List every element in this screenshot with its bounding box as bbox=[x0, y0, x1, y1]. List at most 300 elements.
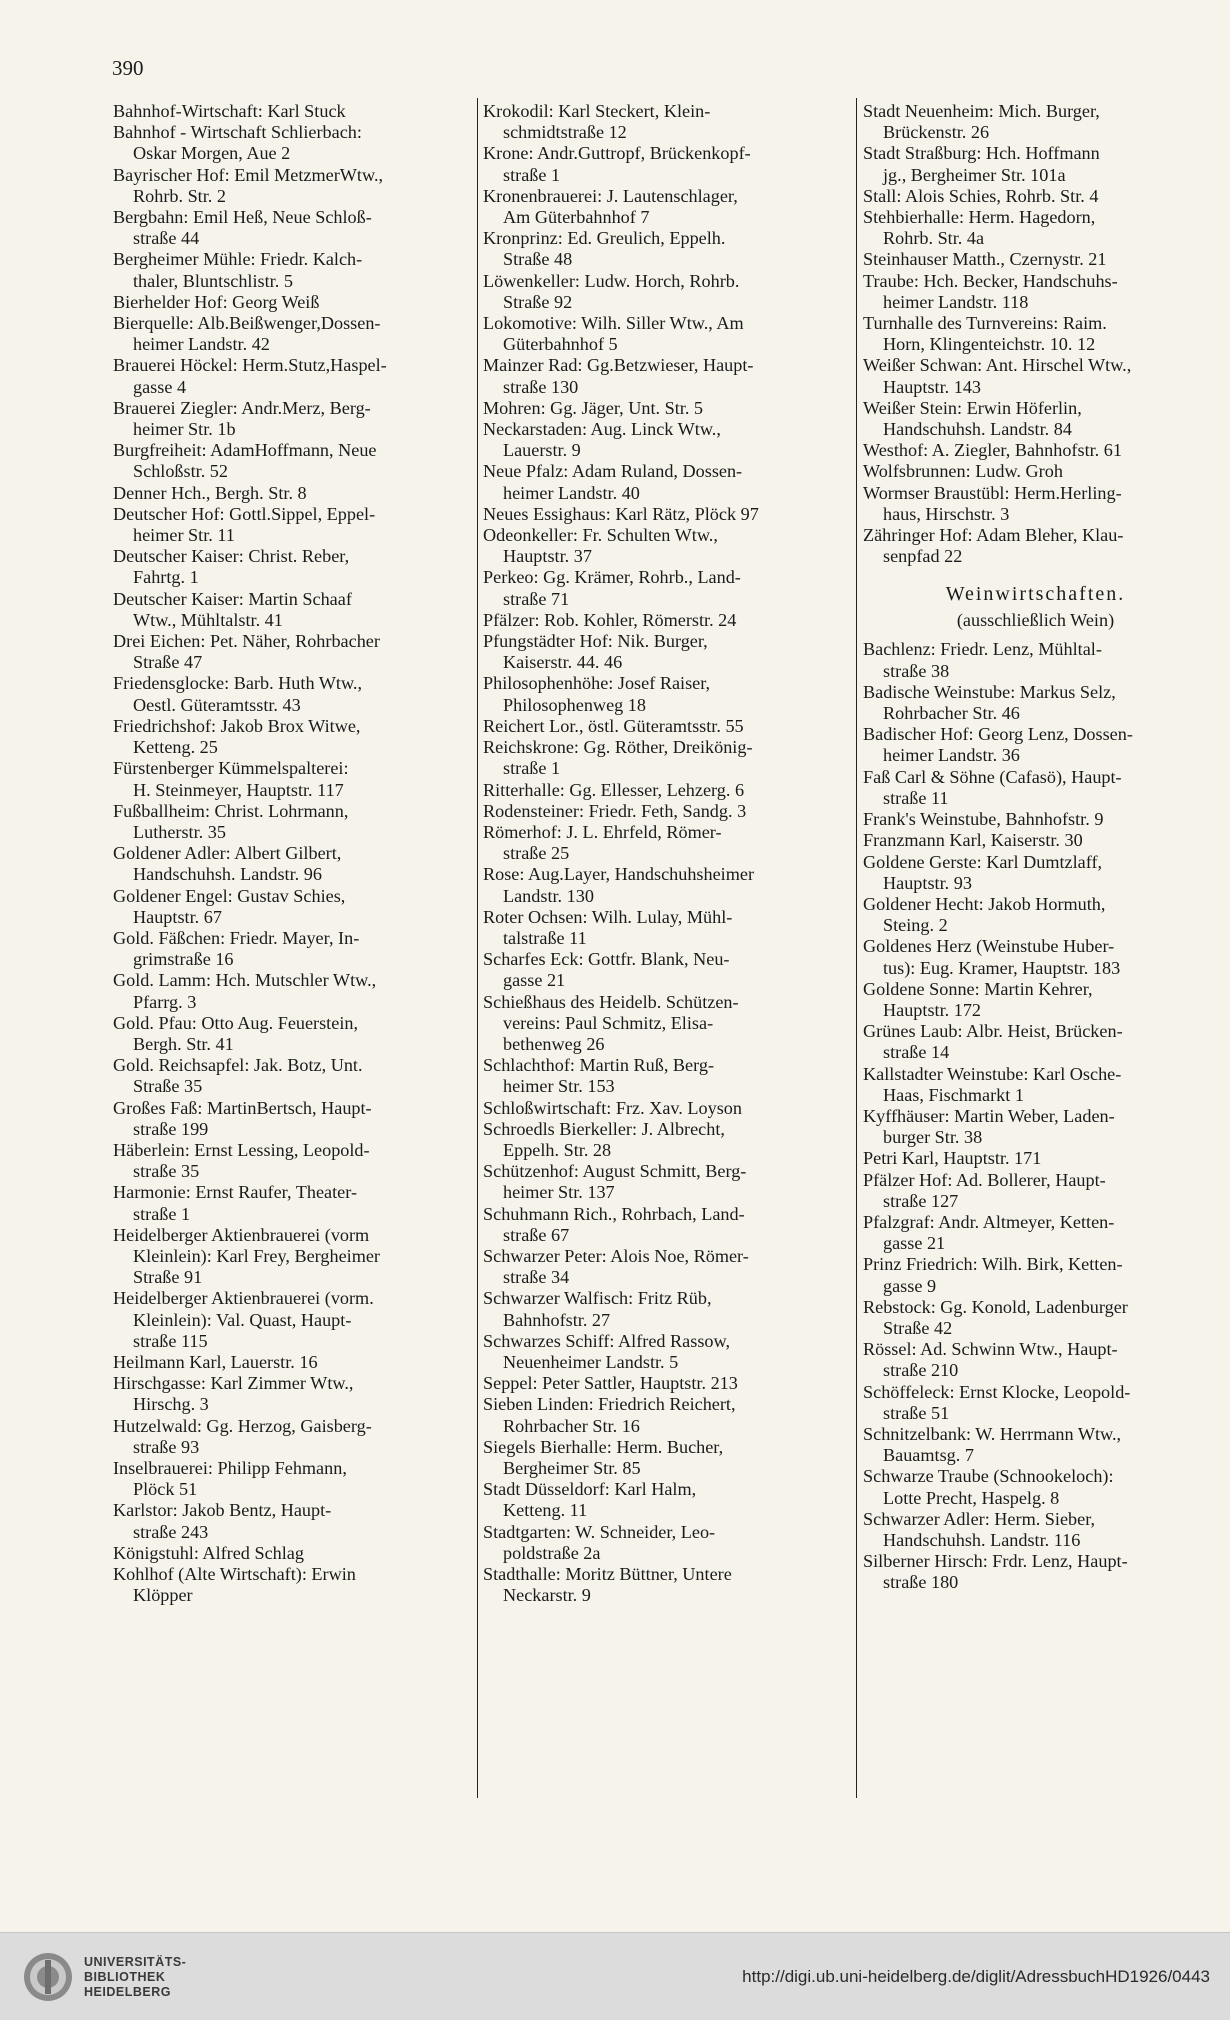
directory-entry bbox=[863, 1509, 1208, 1551]
entry-line: Schloßwirtschaft: Frz. Xav. Loyson bbox=[483, 1097, 742, 1118]
entry-continuation: straße 67 bbox=[503, 1224, 570, 1245]
entry-continuation: straße 38 bbox=[883, 660, 950, 681]
directory-entry bbox=[113, 101, 473, 122]
entry-line: Faß Carl & Söhne (Cafasö), Haupt- bbox=[863, 766, 1122, 787]
directory-entry bbox=[113, 589, 473, 631]
entry-line: Goldene Gerste: Karl Dumtzlaff, bbox=[863, 851, 1103, 872]
entry-line: Bierhelder Hof: Georg Weiß bbox=[113, 291, 320, 312]
directory-entry bbox=[483, 461, 853, 503]
entry-line: Stadt Straßburg: Hch. Hoffmann bbox=[863, 143, 1100, 164]
library-name: UNIVERSITÄTS- BIBLIOTHEK HEIDELBERG bbox=[84, 1955, 187, 1999]
directory-entry bbox=[863, 525, 1208, 567]
directory-entry bbox=[483, 1479, 853, 1521]
entry-line: Fußballheim: Christ. Lohrmann, bbox=[113, 800, 349, 821]
entry-continuation: Plöck 51 bbox=[133, 1479, 198, 1500]
directory-entry bbox=[483, 1437, 853, 1479]
entry-line: Pfälzer: Rob. Kohler, Römerstr. 24 bbox=[483, 609, 737, 630]
directory-entry bbox=[113, 355, 473, 397]
entry-line: Hirschgasse: Karl Zimmer Wtw., bbox=[113, 1373, 354, 1394]
entry-line: Bergheimer Mühle: Friedr. Kalch- bbox=[113, 249, 363, 270]
directory-entry bbox=[483, 907, 853, 949]
entry-continuation: Fahrtg. 1 bbox=[133, 567, 199, 588]
entry-line: Friedrichshof: Jakob Brox Witwe, bbox=[113, 715, 361, 736]
entry-line: Seppel: Peter Sattler, Hauptstr. 213 bbox=[483, 1373, 738, 1394]
entry-line: Kohlhof (Alte Wirtschaft): Erwin bbox=[113, 1564, 356, 1585]
entry-line: Heidelberger Aktienbrauerei (vorm bbox=[113, 1224, 370, 1245]
directory-entry bbox=[863, 1064, 1208, 1106]
directory-entry bbox=[113, 483, 473, 504]
entry-continuation: Landstr. 130 bbox=[503, 885, 594, 906]
directory-entry bbox=[113, 886, 473, 928]
directory-entry bbox=[483, 673, 853, 715]
entry-continuation: Wtw., Mühltalstr. 41 bbox=[133, 609, 283, 630]
entry-line: Neues Essighaus: Karl Rätz, Plöck 97 bbox=[483, 503, 759, 524]
entry-continuation: Kleinlein): Karl Frey, Bergheimer bbox=[133, 1245, 380, 1266]
directory-entry bbox=[863, 271, 1208, 313]
entry-line: Friedensglocke: Barb. Huth Wtw., bbox=[113, 673, 363, 694]
entry-continuation: Hauptstr. 93 bbox=[883, 872, 972, 893]
directory-entry bbox=[863, 440, 1208, 461]
directory-entry bbox=[113, 1288, 473, 1352]
entry-continuation: straße 1 bbox=[503, 758, 561, 779]
directory-entry bbox=[863, 101, 1208, 143]
entry-continuation: schmidtstraße 12 bbox=[503, 122, 627, 143]
entry-line: Brauerei Ziegler: Andr.Merz, Berg- bbox=[113, 397, 371, 418]
entry-continuation: Hauptstr. 67 bbox=[133, 906, 222, 927]
directory-entry bbox=[113, 504, 473, 546]
directory-entry bbox=[483, 1204, 853, 1246]
entry-continuation: Neckarstr. 9 bbox=[503, 1585, 591, 1606]
directory-entry bbox=[483, 504, 853, 525]
entry-continuation: Lauerstr. 9 bbox=[503, 440, 581, 461]
entry-line: Zähringer Hof: Adam Bleher, Klau- bbox=[863, 525, 1124, 546]
entry-continuation: gasse 9 bbox=[883, 1275, 937, 1296]
entry-continuation: Bauamtsg. 7 bbox=[883, 1445, 974, 1466]
entry-line: Schwarzer Peter: Alois Noe, Römer- bbox=[483, 1245, 749, 1266]
entry-continuation: straße 243 bbox=[133, 1521, 209, 1542]
entry-line: Schwarzes Schiff: Alfred Rassow, bbox=[483, 1330, 730, 1351]
directory-entry bbox=[863, 186, 1208, 207]
entry-continuation: haus, Hirschstr. 3 bbox=[883, 503, 1010, 524]
directory-entry bbox=[863, 1106, 1208, 1148]
entry-line: Häberlein: Ernst Lessing, Leopold- bbox=[113, 1139, 370, 1160]
column-divider bbox=[477, 98, 478, 1798]
entry-line: Schlachthof: Martin Ruß, Berg- bbox=[483, 1055, 715, 1076]
entry-continuation: straße 127 bbox=[883, 1190, 959, 1211]
directory-entry bbox=[113, 1225, 473, 1289]
directory-entry bbox=[113, 398, 473, 440]
directory-entry bbox=[483, 186, 853, 228]
entry-line: Rose: Aug.Layer, Handschuhsheimer bbox=[483, 864, 755, 885]
entry-continuation: Am Güterbahnhof 7 bbox=[503, 207, 650, 228]
directory-entry bbox=[863, 313, 1208, 355]
entry-line: Traube: Hch. Becker, Handschuhs- bbox=[863, 270, 1118, 291]
entry-line: Gold. Reichsapfel: Jak. Botz, Unt. bbox=[113, 1055, 363, 1076]
directory-entry bbox=[483, 1055, 853, 1097]
entry-continuation: straße 14 bbox=[883, 1042, 950, 1063]
entry-line: Goldene Sonne: Martin Kehrer, bbox=[863, 978, 1093, 999]
directory-entry bbox=[863, 249, 1208, 270]
directory-entry bbox=[483, 1331, 853, 1373]
entry-continuation: straße 44 bbox=[133, 228, 200, 249]
entry-continuation: heimer Landstr. 40 bbox=[503, 482, 640, 503]
entry-line: Römerhof: J. L. Ehrfeld, Römer- bbox=[483, 821, 722, 842]
directory-entry bbox=[483, 992, 853, 1056]
directory-entry bbox=[483, 228, 853, 270]
entry-continuation: Schloßstr. 52 bbox=[133, 461, 228, 482]
entry-line: Bachlenz: Friedr. Lenz, Mühltal- bbox=[863, 639, 1102, 660]
directory-entry bbox=[483, 1119, 853, 1161]
directory-entry bbox=[483, 631, 853, 673]
directory-entry bbox=[113, 716, 473, 758]
entry-continuation: straße 130 bbox=[503, 376, 579, 397]
directory-entry bbox=[113, 1140, 473, 1182]
entry-line: Grünes Laub: Albr. Heist, Brücken- bbox=[863, 1021, 1123, 1042]
entry-line: Goldener Hecht: Jakob Hormuth, bbox=[863, 893, 1106, 914]
entry-line: Westhof: A. Ziegler, Bahnhofstr. 61 bbox=[863, 440, 1122, 461]
entry-continuation: Bahnhofstr. 27 bbox=[503, 1309, 611, 1330]
entry-line: Prinz Friedrich: Wilh. Birk, Ketten- bbox=[863, 1254, 1123, 1275]
entry-line: Kronprinz: Ed. Greulich, Eppelh. bbox=[483, 228, 726, 249]
entry-line: Schwarze Traube (Schnookeloch): bbox=[863, 1466, 1114, 1487]
directory-entry bbox=[113, 546, 473, 588]
entry-line: Gold. Pfau: Otto Aug. Feuerstein, bbox=[113, 1012, 359, 1033]
entry-line: Löwenkeller: Ludw. Horch, Rohrb. bbox=[483, 270, 740, 291]
entry-continuation: grimstraße 16 bbox=[133, 949, 234, 970]
entry-line: Krone: Andr.Guttropf, Brückenkopf- bbox=[483, 143, 751, 164]
entry-line: Deutscher Hof: Gottl.Sippel, Eppel- bbox=[113, 503, 376, 524]
entry-line: Wolfsbrunnen: Ludw. Groh bbox=[863, 461, 1063, 482]
entry-line: Kallstadter Weinstube: Karl Osche- bbox=[863, 1063, 1122, 1084]
section-heading: Weinwirtschaften. bbox=[945, 583, 1126, 606]
entry-continuation: bethenweg 26 bbox=[503, 1033, 605, 1054]
directory-entry bbox=[863, 852, 1208, 894]
entry-continuation: Lotte Precht, Haspelg. 8 bbox=[883, 1487, 1060, 1508]
entry-continuation: Bergheimer Str. 85 bbox=[503, 1458, 641, 1478]
entry-line: Pfungstädter Hof: Nik. Burger, bbox=[483, 631, 708, 652]
directory-entry bbox=[863, 639, 1208, 681]
entry-line: Frank's Weinstube, Bahnhofstr. 9 bbox=[863, 809, 1104, 830]
directory-entry bbox=[483, 1373, 853, 1394]
entry-line: Pfalzgraf: Andr. Altmeyer, Ketten- bbox=[863, 1211, 1115, 1232]
entry-continuation: Oskar Morgen, Aue 2 bbox=[133, 143, 291, 164]
entry-line: Fürstenberger Kümmelspalterei: bbox=[113, 758, 349, 779]
entry-line: Steinhauser Matth., Czernystr. 21 bbox=[863, 249, 1107, 270]
directory-column-3 bbox=[863, 101, 1208, 1594]
entry-line: Petri Karl, Hauptstr. 171 bbox=[863, 1148, 1042, 1169]
directory-entry bbox=[113, 1458, 473, 1500]
university-seal-icon bbox=[22, 1951, 74, 2003]
entry-line: Franzmann Karl, Kaiserstr. 30 bbox=[863, 830, 1083, 851]
directory-entry bbox=[863, 724, 1208, 766]
entry-line: Schöffeleck: Ernst Klocke, Leopold- bbox=[863, 1381, 1131, 1402]
entry-line: Roter Ochsen: Wilh. Lulay, Mühl- bbox=[483, 906, 733, 927]
entry-continuation: Kleinlein): Val. Quast, Haupt- bbox=[133, 1309, 352, 1330]
directory-entry bbox=[483, 801, 853, 822]
entry-line: Reichskrone: Gg. Röther, Dreikönig- bbox=[483, 737, 753, 758]
entry-line: Silberner Hirsch: Frdr. Lenz, Haupt- bbox=[863, 1551, 1128, 1572]
entry-line: Weißer Schwan: Ant. Hirschel Wtw., bbox=[863, 355, 1132, 376]
entry-line: Kronenbrauerei: J. Lautenschlager, bbox=[483, 185, 738, 206]
directory-entry bbox=[113, 1416, 473, 1458]
entry-continuation: Philosophenweg 18 bbox=[503, 694, 646, 715]
directory-entry bbox=[863, 682, 1208, 724]
directory-entry bbox=[863, 894, 1208, 936]
directory-entry bbox=[863, 483, 1208, 525]
entry-line: Stadt Neuenheim: Mich. Burger, bbox=[863, 101, 1100, 121]
entry-line: Goldenes Herz (Weinstube Huber- bbox=[863, 936, 1115, 957]
entry-line: Bayrischer Hof: Emil MetzmerWtw., bbox=[113, 164, 384, 185]
source-url[interactable]: http://digi.ub.uni-heidelberg.de/diglit/AdressbuchHD1926/0443 bbox=[742, 1967, 1210, 1986]
entry-continuation: Handschuhsh. Landstr. 116 bbox=[883, 1530, 1081, 1550]
entry-line: Neue Pfalz: Adam Ruland, Dossen- bbox=[483, 461, 743, 482]
entry-line: Stadthalle: Moritz Büttner, Untere bbox=[483, 1564, 732, 1585]
directory-entry bbox=[483, 101, 853, 143]
entry-continuation: heimer Str. 1b bbox=[133, 419, 236, 440]
entry-continuation: Handschuhsh. Landstr. 96 bbox=[133, 864, 322, 885]
entry-continuation: Hauptstr. 172 bbox=[883, 999, 982, 1020]
entry-line: Karlstor: Jakob Bentz, Haupt- bbox=[113, 1500, 332, 1521]
directory-entry bbox=[483, 716, 853, 737]
entry-continuation: gasse 21 bbox=[503, 970, 566, 991]
directory-entry bbox=[483, 1098, 853, 1119]
directory-entry bbox=[113, 1373, 473, 1415]
entry-continuation: Güterbahnhof 5 bbox=[503, 334, 618, 355]
entry-continuation: straße 51 bbox=[883, 1402, 950, 1423]
directory-entry bbox=[113, 928, 473, 970]
entry-continuation: straße 35 bbox=[133, 1161, 200, 1182]
directory-entry bbox=[863, 1254, 1208, 1296]
directory-entry bbox=[483, 419, 853, 461]
entry-line: Siegels Bierhalle: Herm. Bucher, bbox=[483, 1436, 724, 1457]
entry-line: Schwarzer Adler: Herm. Sieber, bbox=[863, 1508, 1096, 1529]
directory-entry bbox=[113, 165, 473, 207]
entry-line: Sieben Linden: Friedrich Reichert, bbox=[483, 1394, 736, 1415]
directory-entry bbox=[483, 949, 853, 991]
directory-entry bbox=[863, 355, 1208, 397]
directory-entry bbox=[113, 122, 473, 164]
directory-entry bbox=[113, 1564, 473, 1606]
entry-continuation: straße 115 bbox=[133, 1330, 208, 1351]
directory-entry bbox=[863, 461, 1208, 482]
entry-continuation: heimer Str. 137 bbox=[503, 1182, 615, 1203]
entry-line: Neckarstaden: Aug. Linck Wtw., bbox=[483, 419, 721, 440]
entry-line: Stadtgarten: W. Schneider, Leo- bbox=[483, 1521, 716, 1542]
entry-line: Stadt Düsseldorf: Karl Halm, bbox=[483, 1479, 697, 1500]
directory-entry bbox=[863, 1170, 1208, 1212]
entry-continuation: poldstraße 2a bbox=[503, 1542, 601, 1563]
entry-continuation: straße 11 bbox=[883, 787, 949, 808]
entry-continuation: Straße 92 bbox=[503, 291, 573, 312]
entry-line: Königstuhl: Alfred Schlag bbox=[113, 1542, 304, 1563]
entry-continuation: heimer Str. 11 bbox=[133, 525, 235, 546]
directory-entry bbox=[483, 271, 853, 313]
directory-entry bbox=[483, 313, 853, 355]
entry-continuation: vereins: Paul Schmitz, Elisa- bbox=[503, 1012, 714, 1033]
directory-entry bbox=[863, 1466, 1208, 1508]
directory-entry bbox=[113, 1055, 473, 1097]
directory-entry bbox=[113, 207, 473, 249]
entry-line: Heilmann Karl, Lauerstr. 16 bbox=[113, 1351, 318, 1372]
directory-entry bbox=[113, 313, 473, 355]
directory-entry bbox=[113, 758, 473, 800]
entry-line: Wormser Braustübl: Herm.Herling- bbox=[863, 482, 1122, 503]
entry-continuation: Rohrbacher Str. 16 bbox=[503, 1415, 640, 1436]
entry-continuation: straße 199 bbox=[133, 1118, 209, 1139]
directory-entry bbox=[483, 1394, 853, 1436]
entry-line: Bergbahn: Emil Heß, Neue Schloß- bbox=[113, 207, 372, 228]
entry-continuation: heimer Landstr. 118 bbox=[883, 291, 1029, 312]
entry-line: Rössel: Ad. Schwinn Wtw., Haupt- bbox=[863, 1339, 1118, 1360]
directory-entry bbox=[113, 1013, 473, 1055]
entry-line: Schroedls Bierkeller: J. Albrecht, bbox=[483, 1118, 725, 1139]
directory-entry bbox=[113, 673, 473, 715]
entry-continuation: straße 1 bbox=[133, 1203, 191, 1224]
entry-line: Drei Eichen: Pet. Näher, Rohrbacher bbox=[113, 631, 380, 652]
entry-line: Schützenhof: August Schmitt, Berg- bbox=[483, 1161, 747, 1182]
entry-line: Philosophenhöhe: Josef Raiser, bbox=[483, 673, 711, 694]
entry-line: Turnhalle des Turnvereins: Raim. bbox=[863, 313, 1107, 334]
directory-entry bbox=[483, 737, 853, 779]
directory-entry bbox=[483, 143, 853, 185]
entry-continuation: straße 210 bbox=[883, 1360, 959, 1381]
entry-line: Schnitzelbank: W. Herrmann Wtw., bbox=[863, 1423, 1122, 1444]
directory-entry bbox=[863, 1339, 1208, 1381]
entry-continuation: tus): Eug. Kramer, Hauptstr. 183 bbox=[883, 957, 1121, 978]
entry-continuation: Bergh. Str. 41 bbox=[133, 1033, 234, 1054]
entry-continuation: Haas, Fischmarkt 1 bbox=[883, 1084, 1024, 1105]
entry-continuation: Ketteng. 11 bbox=[503, 1500, 588, 1521]
entry-continuation: Rohrbacher Str. 46 bbox=[883, 703, 1020, 724]
entry-continuation: senpfad 22 bbox=[883, 546, 963, 567]
directory-entry bbox=[863, 1297, 1208, 1339]
directory-column-1 bbox=[113, 101, 473, 1606]
entry-line: Kyffhäuser: Martin Weber, Laden- bbox=[863, 1105, 1115, 1126]
entry-continuation: Rohrb. Str. 2 bbox=[133, 185, 226, 206]
directory-entry bbox=[113, 1352, 473, 1373]
directory-entry bbox=[483, 864, 853, 906]
entry-line: Bahnhof-Wirtschaft: Karl Stuck bbox=[113, 101, 346, 121]
entry-continuation: Pfarrg. 3 bbox=[133, 991, 197, 1012]
entry-line: Scharfes Eck: Gottfr. Blank, Neu- bbox=[483, 949, 730, 970]
directory-entry bbox=[483, 398, 853, 419]
entry-continuation: straße 34 bbox=[503, 1267, 570, 1288]
directory-entry bbox=[863, 936, 1208, 978]
entry-line: Deutscher Kaiser: Christ. Reber, bbox=[113, 546, 350, 567]
directory-entry bbox=[863, 809, 1208, 830]
entry-line: Heidelberger Aktienbrauerei (vorm. bbox=[113, 1288, 374, 1309]
directory-entry bbox=[483, 610, 853, 631]
section-subheading: (ausschließlich Wein) bbox=[956, 610, 1115, 631]
page-number: 390 bbox=[112, 56, 144, 80]
directory-entry bbox=[863, 1212, 1208, 1254]
entry-line: Perkeo: Gg. Krämer, Rohrb., Land- bbox=[483, 567, 741, 588]
entry-line: Reichert Lor., östl. Güteramtsstr. 55 bbox=[483, 715, 744, 736]
entry-line: Stehbierhalle: Herm. Hagedorn, bbox=[863, 207, 1096, 228]
directory-entry bbox=[113, 843, 473, 885]
entry-line: Goldener Engel: Gustav Schies, bbox=[113, 885, 346, 906]
entry-line: Mohren: Gg. Jäger, Unt. Str. 5 bbox=[483, 397, 704, 418]
entry-continuation: H. Steinmeyer, Hauptstr. 117 bbox=[133, 779, 344, 800]
directory-entry bbox=[483, 567, 853, 609]
entry-continuation: straße 180 bbox=[883, 1572, 959, 1593]
entry-line: Mainzer Rad: Gg.Betzwieser, Haupt- bbox=[483, 355, 754, 376]
entry-line: Deutscher Kaiser: Martin Schaaf bbox=[113, 588, 352, 609]
entry-line: Inselbrauerei: Philipp Fehmann, bbox=[113, 1458, 347, 1478]
entry-continuation: straße 1 bbox=[503, 164, 561, 185]
entry-continuation: Hirschg. 3 bbox=[133, 1394, 209, 1415]
directory-entry bbox=[483, 1161, 853, 1203]
entry-continuation: heimer Landstr. 42 bbox=[133, 334, 270, 355]
entry-line: Harmonie: Ernst Raufer, Theater- bbox=[113, 1182, 358, 1203]
directory-entry bbox=[483, 780, 853, 801]
entry-continuation: Hauptstr. 143 bbox=[883, 376, 982, 397]
entry-continuation: straße 25 bbox=[503, 843, 570, 864]
entry-continuation: Straße 35 bbox=[133, 1076, 203, 1097]
entry-line: Schießhaus des Heidelb. Schützen- bbox=[483, 991, 739, 1012]
directory-column-2 bbox=[483, 101, 853, 1606]
entry-continuation: Hauptstr. 37 bbox=[503, 546, 592, 567]
entry-line: Gold. Lamm: Hch. Mutschler Wtw., bbox=[113, 970, 377, 991]
directory-entry bbox=[113, 1500, 473, 1542]
entry-continuation: talstraße 11 bbox=[503, 927, 587, 948]
entry-line: Odeonkeller: Fr. Schulten Wtw., bbox=[483, 525, 718, 546]
entry-line: Goldener Adler: Albert Gilbert, bbox=[113, 843, 342, 864]
directory-entry bbox=[113, 801, 473, 843]
directory-entry bbox=[483, 1288, 853, 1330]
entry-line: Bahnhof - Wirtschaft Schlierbach: bbox=[113, 122, 362, 143]
entry-line: Ritterhalle: Gg. Ellesser, Lehzerg. 6 bbox=[483, 779, 745, 800]
entry-line: Großes Faß: MartinBertsch, Haupt- bbox=[113, 1097, 372, 1118]
directory-entry bbox=[863, 767, 1208, 809]
directory-entry bbox=[113, 1098, 473, 1140]
directory-entry bbox=[483, 525, 853, 567]
entry-line: Denner Hch., Bergh. Str. 8 bbox=[113, 482, 307, 503]
directory-entry bbox=[483, 1246, 853, 1288]
directory-entry bbox=[863, 1148, 1208, 1169]
directory-entry bbox=[863, 1424, 1208, 1466]
entry-line: Lokomotive: Wilh. Siller Wtw., Am bbox=[483, 313, 744, 334]
directory-entry bbox=[113, 249, 473, 291]
directory-entry bbox=[113, 292, 473, 313]
directory-entry bbox=[113, 1182, 473, 1224]
entry-line: Brauerei Höckel: Herm.Stutz,Haspel- bbox=[113, 355, 387, 376]
directory-entry bbox=[113, 970, 473, 1012]
entry-continuation: Oestl. Güteramtsstr. 43 bbox=[133, 694, 301, 715]
directory-entry bbox=[113, 1543, 473, 1564]
entry-line: Burgfreiheit: AdamHoffmann, Neue bbox=[113, 440, 377, 461]
entry-continuation: Rohrb. Str. 4a bbox=[883, 228, 985, 249]
directory-entry bbox=[863, 979, 1208, 1021]
entry-line: Badischer Hof: Georg Lenz, Dossen- bbox=[863, 724, 1133, 745]
directory-entry bbox=[113, 440, 473, 482]
entry-line: Schwarzer Walfisch: Fritz Rüb, bbox=[483, 1288, 712, 1309]
directory-entry bbox=[863, 1551, 1208, 1593]
directory-entry bbox=[863, 1021, 1208, 1063]
entry-continuation: Kaiserstr. 44. 46 bbox=[503, 652, 623, 673]
entry-line: Weißer Stein: Erwin Höferlin, bbox=[863, 397, 1082, 418]
entry-line: Pfälzer Hof: Ad. Bollerer, Haupt- bbox=[863, 1169, 1106, 1190]
entry-continuation: gasse 4 bbox=[133, 376, 187, 397]
column-divider bbox=[856, 98, 857, 1798]
entry-continuation: Handschuhsh. Landstr. 84 bbox=[883, 419, 1072, 440]
entry-line: Badische Weinstube: Markus Selz, bbox=[863, 681, 1116, 702]
entry-continuation: Klöpper bbox=[133, 1585, 193, 1606]
entry-continuation: Brückenstr. 26 bbox=[883, 122, 990, 143]
entry-line: Hutzelwald: Gg. Herzog, Gaisberg- bbox=[113, 1415, 372, 1436]
entry-continuation: heimer Landstr. 36 bbox=[883, 745, 1020, 766]
directory-entry bbox=[863, 143, 1208, 185]
